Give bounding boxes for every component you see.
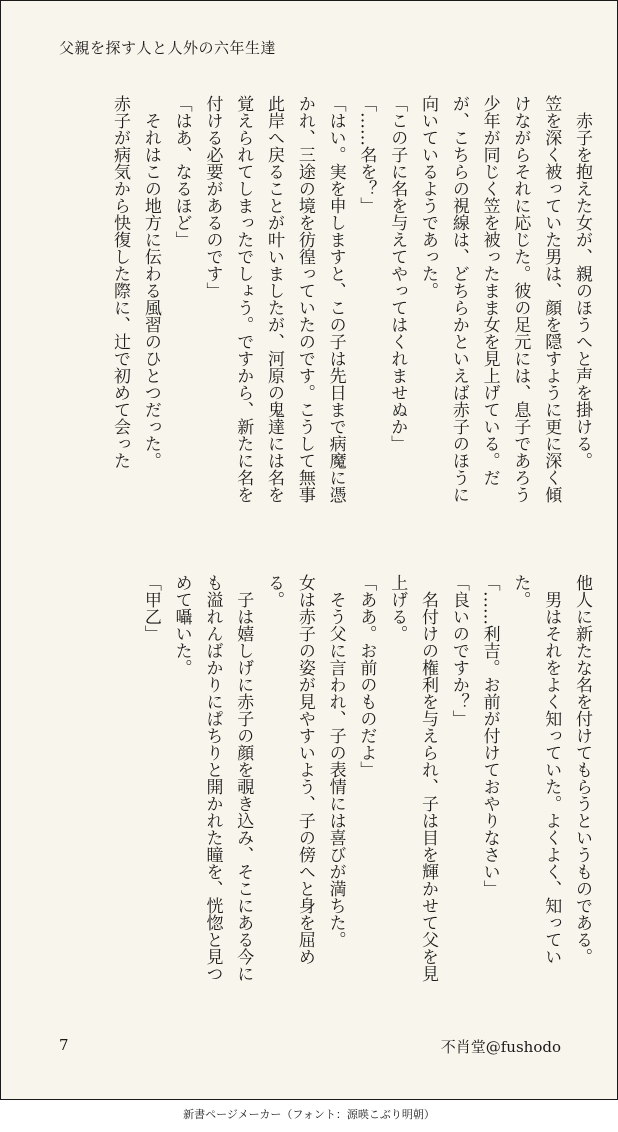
paragraph: 「はあ、なるほど」 bbox=[171, 95, 192, 248]
body-text-upper-block bbox=[41, 95, 597, 515]
body-text-lower-block bbox=[41, 574, 597, 994]
paragraph: 男はそれをよく知っていた。よくよく、知っていた。 bbox=[510, 574, 562, 965]
paragraph: 女は赤子の姿が見やすいよう、子の傍へと身を屈める。 bbox=[264, 574, 315, 965]
paragraph: 赤子を抱えた女が、親のほうへと声を掛ける。 bbox=[572, 95, 592, 469]
paragraph: そう父に言われ、子の表情には喜びが満ちた。 bbox=[325, 574, 346, 948]
paragraph: 子は嬉しげに赤子の顔を覗き込み、そこにある今にも溢れんばかりにぱちりと開かれた瞳を、恍惚と見つめて囁いた。 bbox=[171, 574, 254, 982]
paragraph: 「ああ。お前のものだよ」 bbox=[356, 574, 377, 778]
generator-credit: 新書ページメーカー（フォント：源暎こぶり明朝） bbox=[183, 1108, 435, 1121]
paragraph: 赤子が病気から快復した際に、辻で初めて会った bbox=[110, 95, 131, 469]
paragraph: 「良いのですか？」 bbox=[448, 574, 469, 727]
paragraph: 名付けの権利を与えられ、子は目を輝かせて父を見上げる。 bbox=[387, 574, 439, 982]
page-number: 7 bbox=[59, 1036, 69, 1054]
author-credit: 不肖堂@fushodo bbox=[440, 1038, 561, 1056]
paragraph: 「はい。実を申しますと、この子は先日まで病魔に憑かれ、三途の境を彷徨っていたのです。こうして無事此岸へ戻ることが叶いましたが、河原の鬼達には名を覚えられてしまったでしょう。ですから、新たに名を付ける必要があるのです」 bbox=[202, 95, 346, 503]
paragraph: 「甲乙」 bbox=[140, 574, 161, 642]
paragraph: 「この子に名を与えてやってはくれませぬか」 bbox=[387, 95, 408, 452]
paragraph: 笠を深く被っていた男は、顔を隠すように更に深く傾けながらそれに応じた。彼の足元には、息子であろう少年が同じく笠を被ったまま女を見上げている。だが、こちらの視線は、どちらかといえば赤子のほうに向いているようであった。 bbox=[418, 95, 562, 503]
paragraph: 「……名を？」 bbox=[356, 95, 377, 214]
paragraph: 「……利吉。お前が付けておやりなさい」 bbox=[479, 574, 500, 897]
paragraph: 他人に新たな名を付けてもらうというものである。 bbox=[572, 574, 592, 965]
paragraph: それはこの地方に伝わる風習のひとつだった。 bbox=[140, 95, 161, 469]
running-header-title: 父親を探す人と人外の六年生達 bbox=[59, 39, 277, 57]
